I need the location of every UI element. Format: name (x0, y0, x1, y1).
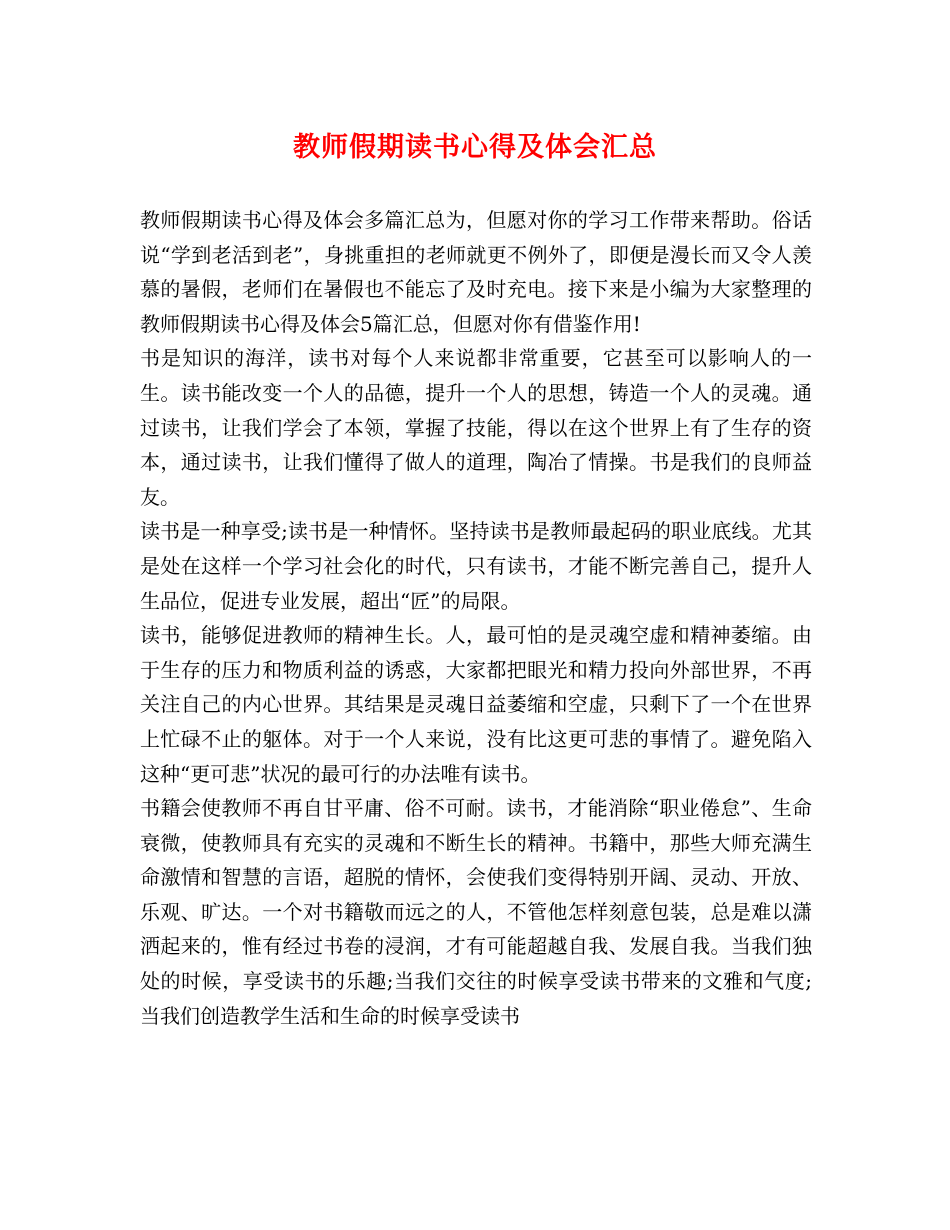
paragraph-reading-enjoyment: 读书是一种享受;读书是一种情怀。坚持读书是教师最起码的职业底线。尤其是处在这样一个学习社会化的时代，只有读书，才能不断完善自己，提升人生品位，促进专业发展，超出“匠”的局限。 (140, 519, 812, 613)
paragraph-books-teachers: 书籍会使教师不再自甘平庸、俗不可耐。读书，才能消除“职业倦怠”、生命衰微，使教师具有充实的灵魂和不断生长的精神。书籍中，那些大师充满生命激情和智慧的言语，超脱的情怀，会使我们变得特别开阔、灵动、开放、乐观、旷达。一个对书籍敬而远之的人，不管他怎样刻意包装，总是难以潇洒起来的，惟有经过书卷的浸润，才有可能超越自我、发展自我。当我们独处的时候，享受读书的乐趣;当我们交往的时候享受读书带来的文雅和气度;当我们创造教学生活和生命的时候享受读书 (140, 796, 812, 1028)
document-body (140, 203, 812, 1033)
paragraph-intro: 教师假期读书心得及体会多篇汇总为，但愿对你的学习工作带来帮助。俗话说“学到老活到老”，身挑重担的老师就更不例外了，即便是漫长而又令人羡慕的暑假，老师们在暑假也不能忘了及时充电。接下来是小编为大家整理的教师假期读书心得及体会5篇汇总，但愿对你有借鉴作用! (140, 208, 812, 336)
document-title: 教师假期读书心得及体会汇总 (293, 132, 657, 163)
paragraph-knowledge-ocean: 书是知识的海洋，读书对每个人来说都非常重要，它甚至可以影响人的一生。读书能改变一个人的品德，提升一个人的思想，铸造一个人的灵魂。通过读书，让我们学会了本领，掌握了技能，得以在这个世界上有了生存的资本，通过读书，让我们懂得了做人的道理，陶冶了情操。书是我们的良师益友。 (140, 346, 812, 509)
paragraph-spiritual-growth: 读书，能够促进教师的精神生长。人，最可怕的是灵魂空虚和精神萎缩。由于生存的压力和物质利益的诱惑，大家都把眼光和精力投向外部世界，不再关注自己的内心世界。其结果是灵魂日益萎缩和空虚，只剩下了一个在世界上忙碌不止的躯体。对于一个人来说，没有比这更可悲的事情了。避免陷入这种“更可悲”状况的最可行的办法唯有读书。 (140, 623, 812, 786)
